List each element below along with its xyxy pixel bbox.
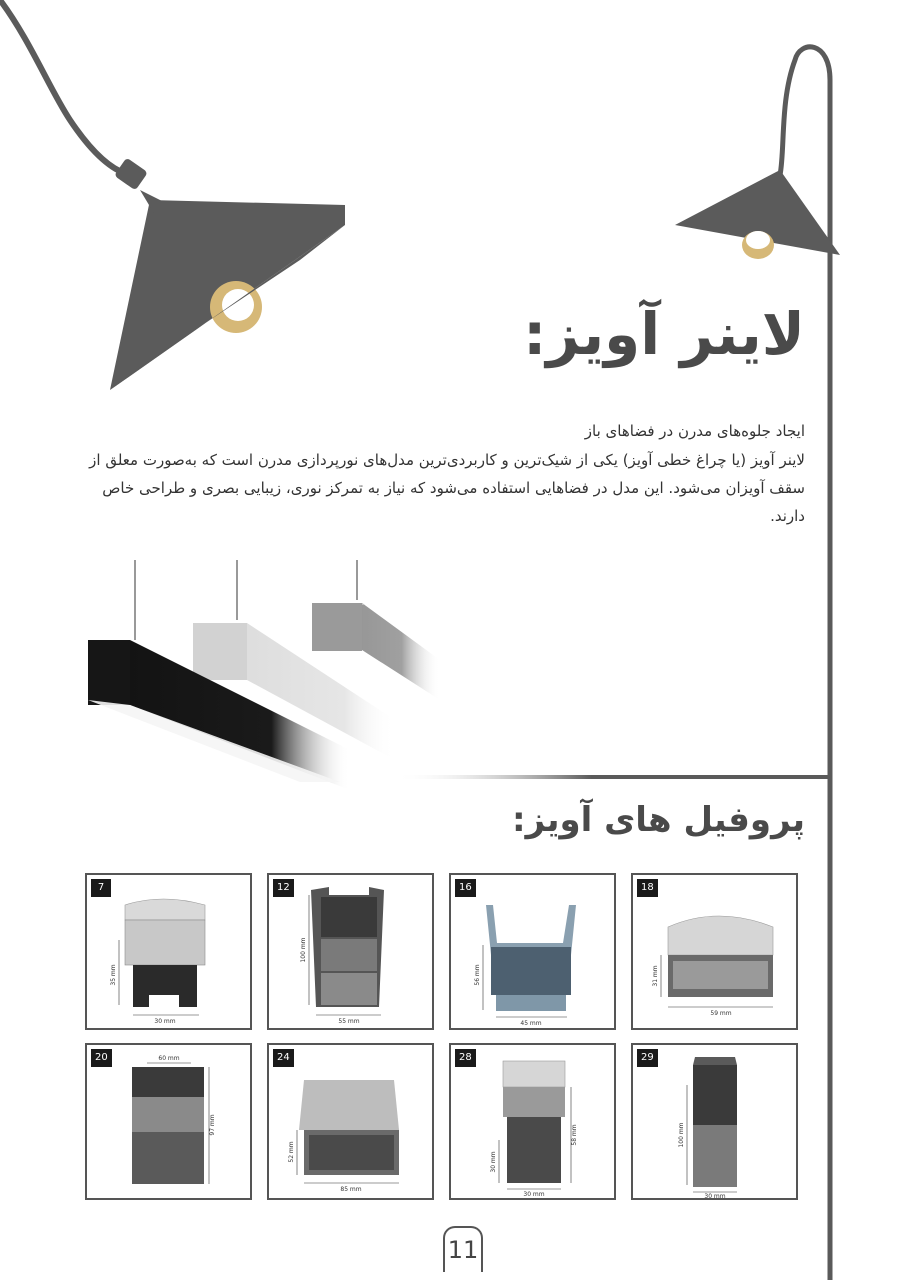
intro-section (85, 418, 805, 530)
profile-7-width: 30 mm (154, 1018, 176, 1025)
profile-24-number: 24 (273, 1049, 294, 1067)
profile-28-inner-height: 30 mm (490, 1151, 497, 1173)
profile-16-number: 16 (455, 879, 476, 897)
profile-18-height: 31 mm (652, 965, 659, 987)
profile-16-drawing-icon (451, 875, 614, 1028)
profile-card-16 (449, 873, 616, 1030)
profile-28-width: 30 mm (523, 1191, 545, 1198)
profiles-grid (85, 873, 800, 1208)
profile-20-number: 20 (91, 1049, 112, 1067)
profile-24-width: 85 mm (340, 1186, 362, 1193)
profile-card-20 (85, 1043, 252, 1200)
profile-16-height: 56 mm (474, 964, 481, 986)
profile-29-drawing-icon (633, 1045, 796, 1198)
profile-20-width: 60 mm (158, 1055, 180, 1062)
profile-card-24 (267, 1043, 434, 1200)
profile-28-height: 58 mm (571, 1124, 578, 1146)
profile-24-drawing-icon (269, 1045, 432, 1198)
page-number: 11 (443, 1226, 483, 1272)
profile-20-drawing-icon (87, 1045, 250, 1198)
profile-card-7 (85, 873, 252, 1030)
profile-20-height: 97 mm (209, 1114, 216, 1136)
profile-card-18 (631, 873, 798, 1030)
profile-card-29 (631, 1043, 798, 1200)
profile-7-height: 35 mm (110, 964, 117, 986)
intro-heading: ایجاد جلوه‌های مدرن در فضاهای باز (584, 422, 805, 440)
profile-24-height: 52 mm (288, 1141, 295, 1163)
linear-pendant-lights-image (88, 560, 440, 790)
profile-card-12 (267, 873, 434, 1030)
profile-12-number: 12 (273, 879, 294, 897)
profile-card-28 (449, 1043, 616, 1200)
profile-28-number: 28 (455, 1049, 476, 1067)
profile-12-drawing-icon (269, 875, 432, 1028)
profile-29-number: 29 (637, 1049, 658, 1067)
page-title: لاینر آویز: (523, 300, 805, 368)
intro-body: لاینر آویز (یا چراغ خطی آویز) یکی از شیک‌ترین و کاربردی‌ترین مدل‌های نورپردازی مدرن است که به‌صورت معلق از سقف آویزان می‌شود. این مدل در فضاهایی استفاده می‌شود که نیاز به تمرکز نوری، زیبایی بصری و طراحی خاص دارند. (89, 451, 805, 525)
profile-29-width: 30 mm (704, 1193, 726, 1198)
profile-12-height: 100 mm (300, 937, 307, 963)
profile-29-height: 100 mm (678, 1122, 685, 1148)
profiles-title: پروفیل های آویز: (511, 800, 805, 840)
profile-28-drawing-icon (451, 1045, 614, 1198)
profile-18-number: 18 (637, 879, 658, 897)
profile-7-drawing-icon (87, 875, 250, 1028)
profile-18-width: 59 mm (710, 1010, 732, 1017)
profile-12-width: 55 mm (338, 1018, 360, 1025)
section-divider (395, 775, 832, 779)
profile-18-drawing-icon (633, 875, 796, 1028)
profile-7-number: 7 (91, 879, 111, 897)
profile-16-width: 45 mm (520, 1020, 542, 1027)
